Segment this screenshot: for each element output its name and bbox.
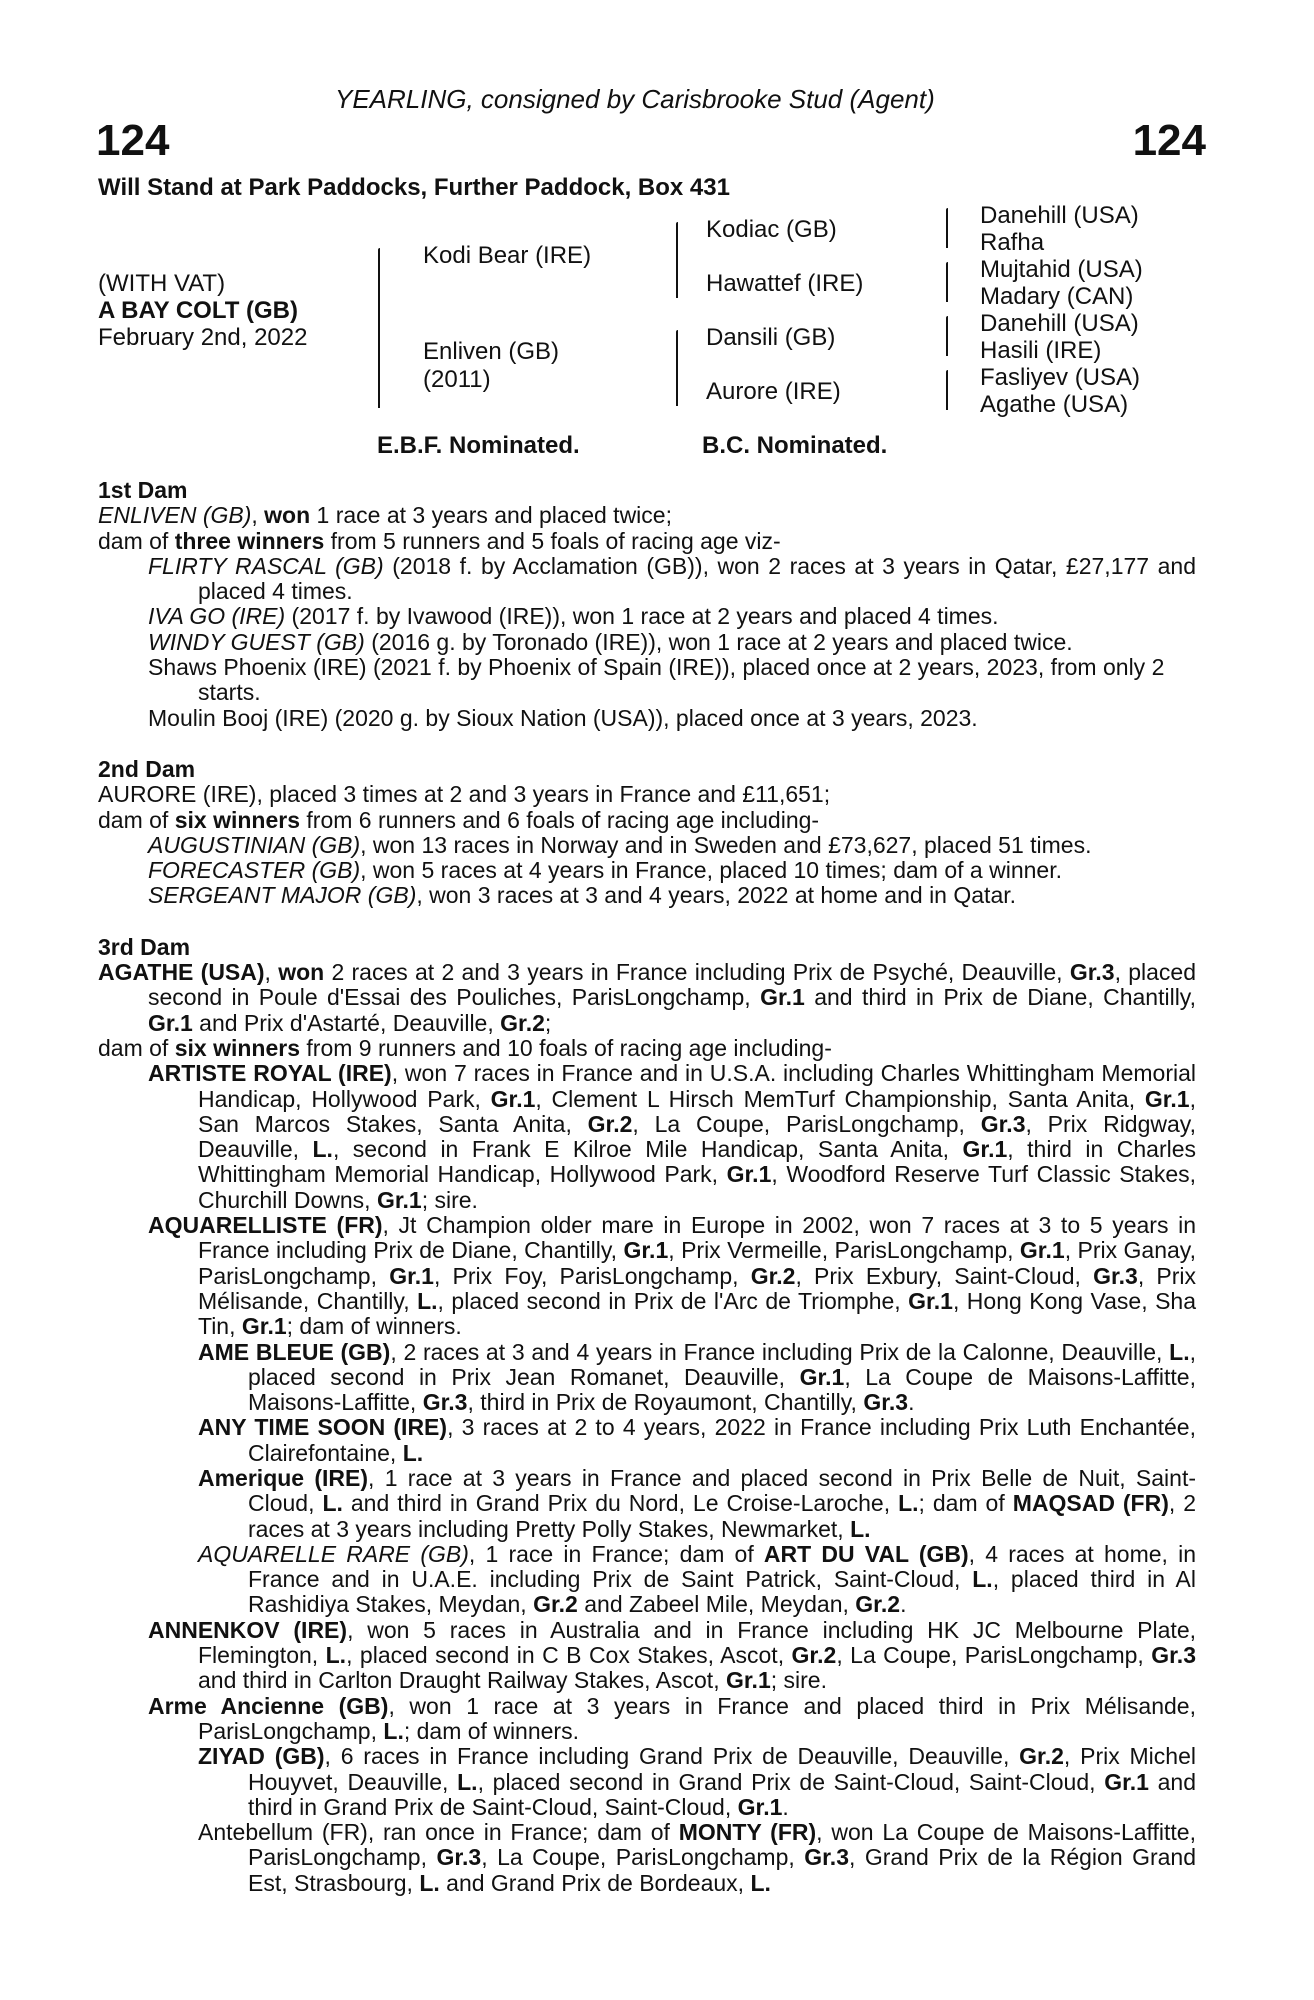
ebf-nominated: E.B.F. Nominated. — [377, 432, 580, 459]
horse-name: A BAY COLT (GB) — [98, 297, 299, 324]
pedigree-brace-g3-2 — [946, 262, 948, 302]
vat-label: (WITH VAT) — [98, 270, 226, 297]
pedigree-brace-g1 — [378, 248, 380, 408]
foaling-date: February 2nd, 2022 — [98, 324, 308, 351]
pedigree-brace-g3-4 — [946, 370, 948, 410]
lot-number-left: 124 — [96, 116, 170, 165]
pedigree-dam-sire: Dansili (GB) — [706, 324, 836, 351]
stand-location: Will Stand at Park Paddocks, Further Paddock, Box 431 — [98, 174, 730, 201]
pedigree-g3-1: Danehill (USA) — [980, 202, 1139, 229]
pedigree-g3-3: Mujtahid (USA) — [980, 256, 1143, 283]
pedigree-sire-sire: Kodiac (GB) — [706, 216, 837, 243]
pedigree-dam: Enliven (GB) — [423, 338, 560, 365]
pedigree-g3-6: Hasili (IRE) — [980, 337, 1102, 364]
lot-number-right: 124 — [1132, 116, 1206, 165]
pedigree-sire: Kodi Bear (IRE) — [423, 242, 592, 269]
pedigree-brace-sire-line — [676, 222, 678, 298]
catalogue-caption: YEARLING, consigned by Carisbrooke Stud (Agent) — [335, 84, 935, 114]
pedigree-g3-5: Danehill (USA) — [980, 310, 1139, 337]
pedigree-brace-g3-3 — [946, 316, 948, 356]
pedigree-dam-year: (2011) — [423, 366, 491, 393]
pedigree-brace-dam-line — [676, 330, 678, 406]
pedigree-g3-2: Rafha — [980, 229, 1045, 256]
pedigree-sire-dam: Hawattef (IRE) — [706, 270, 864, 297]
pedigree-g3-4: Madary (CAN) — [980, 283, 1134, 310]
pedigree-g3-7: Fasliyev (USA) — [980, 364, 1141, 391]
bc-nominated: B.C. Nominated. — [702, 432, 888, 459]
pedigree-g3-8: Agathe (USA) — [980, 391, 1129, 418]
produce-records: 1st Dam ENLIVEN (GB), won 1 race at 3 years and placed twice; dam of three winners from 5 runners and 5 foals of racing age viz- FLIRTY RASCAL (GB) (2018 f. by Acclamation (GB)), won 2 races at 3 years in Qatar, £27,177 and placed 4 times. IVA GO (IRE) (2017 f. by Ivawood (IRE)), won 1 race at 2 years and placed 4 times. WINDY GUEST (GB) (2016 g. by Toronado (IRE)), won 1 race at 2 years and placed twice. Shaws Phoenix (IRE) (2021 f. by Phoenix of Spain (IRE)), placed once at 2 years, 2023, from only 2 starts. Moulin Booj (IRE) (2020 g. by Sioux Nation (USA)), placed once at 3 years, 2023. 2nd Dam AURORE (IRE), placed 3 times at 2 and 3 years in France and £11,651; dam of six winners from 6 runners and 6 foals of racing age including- AUGUSTINIAN (GB), won 13 races in Norway and in Sweden and £73,627, placed 51 times. FORECASTER (GB), won 5 races at 4 years in France, placed 10 times; dam of a winner. SERGEANT MAJOR (GB), won 3 races at 3 and 4 years, 2022 at home and in Qatar. 3rd Dam AGATHE (USA), won 2 races at 2 and 3 years in France including Prix de Psyché, Deauville, Gr.3, placed second in Poule d'Essai des Pouliches, ParisLongchamp, Gr.1 and third in Prix de Diane, Chantilly, Gr.1 and Prix d'Astarté, Deauville, Gr.2; dam of six winners from 9 runners and 10 foals of racing age including- ARTISTE ROYAL (IRE), won 7 races in France and in U.S.A. including Charles Whittingham Memorial Handicap, Hollywood Park, Gr.1, Clement L Hirsch MemTurf Championship, Santa Anita, Gr.1, San Marcos Stakes, Santa Anita, Gr.2, La Coupe, ParisLongchamp, Gr.3, Prix Ridgway, Deauville, L., second in Frank E Kilroe Mile Handicap, Santa Anita, Gr.1, third in Charles Whittingham Memorial Handicap, Hollywood Park, Gr.1, Woodford Reserve Turf Classic Stakes, Churchill Downs, Gr.1; sire. AQUARELLISTE (FR), Jt Champion older mare in Europe in 2002, won 7 races at 3 to 5 years in France including Prix de Diane, Chantilly, Gr.1, Prix Vermeille, ParisLongchamp, Gr.1, Prix Ganay, ParisLongchamp, Gr.1, Prix Foy, ParisLongchamp, Gr.2, Prix Exbury, Saint-Cloud, Gr.3, Prix Mélisande, Chantilly, L., placed second in Prix de l'Arc de Triomphe, Gr.1, Hong Kong Vase, Sha Tin, Gr.1; dam of winners. AME BLEUE (GB), 2 races at 3 and 4 years in France including Prix de la Calonne, Deauville, L., placed second in Prix Jean Romanet, Deauville, Gr.1, La Coupe de Maisons-Laffitte, Maisons-Laffitte, Gr.3, third in Prix de Royaumont, Chantilly, Gr.3. ANY TIME SOON (IRE), 3 races at 2 to 4 years, 2022 in France including Prix Luth Enchantée, Clairefontaine, L. Amerique (IRE), 1 race at 3 years in France and placed second in Prix Belle de Nuit, Saint-Cloud, L. and third in Grand Prix du Nord, Le Croise-Laroche, L.; dam of MAQSAD (FR), 2 races at 3 years including Pretty Polly Stakes, Newmarket, L. AQUARELLE RARE (GB), 1 race in France; dam of ART DU VAL (GB), 4 races at home, in France and in U.A.E. including Prix de Saint Patrick, Saint-Cloud, L., placed third in Al Rashidiya Stakes, Meydan, Gr.2 and Zabeel Mile, Meydan, Gr.2. ANNENKOV (IRE), won 5 races in Australia and in France including HK JC Melbourne Plate, Flemington, L., placed second in C B Cox Stakes, Ascot, Gr.2, La Coupe, ParisLongchamp, Gr.3 and third in Carlton Draught Railway Stakes, Ascot, Gr.1; sire. Arme Ancienne (GB), won 1 race at 3 years in France and placed third in Prix Mélisande, ParisLongchamp, L.; dam of winners. ZIYAD (GB), 6 races in France including Grand Prix de Deauville, Deauville, Gr.2, Prix Michel Houyvet, Deauville, L., placed second in Grand Prix de Saint-Cloud, Saint-Cloud, Gr.1 and third in Grand Prix de Saint-Cloud, Saint-Cloud, Gr.1. Antebellum (FR), ran once in France; dam of MONTY (FR), won La Coupe de Maisons-Laffitte, ParisLongchamp, Gr.3, La Coupe, ParisLongchamp, Gr.3, Grand Prix de la Région Grand Est, Strasbourg, L. and Grand Prix de Bordeaux, L. — [98, 477, 1197, 1896]
pedigree-brace-g3-1 — [946, 208, 948, 248]
pedigree-dam-dam: Aurore (IRE) — [706, 378, 841, 405]
